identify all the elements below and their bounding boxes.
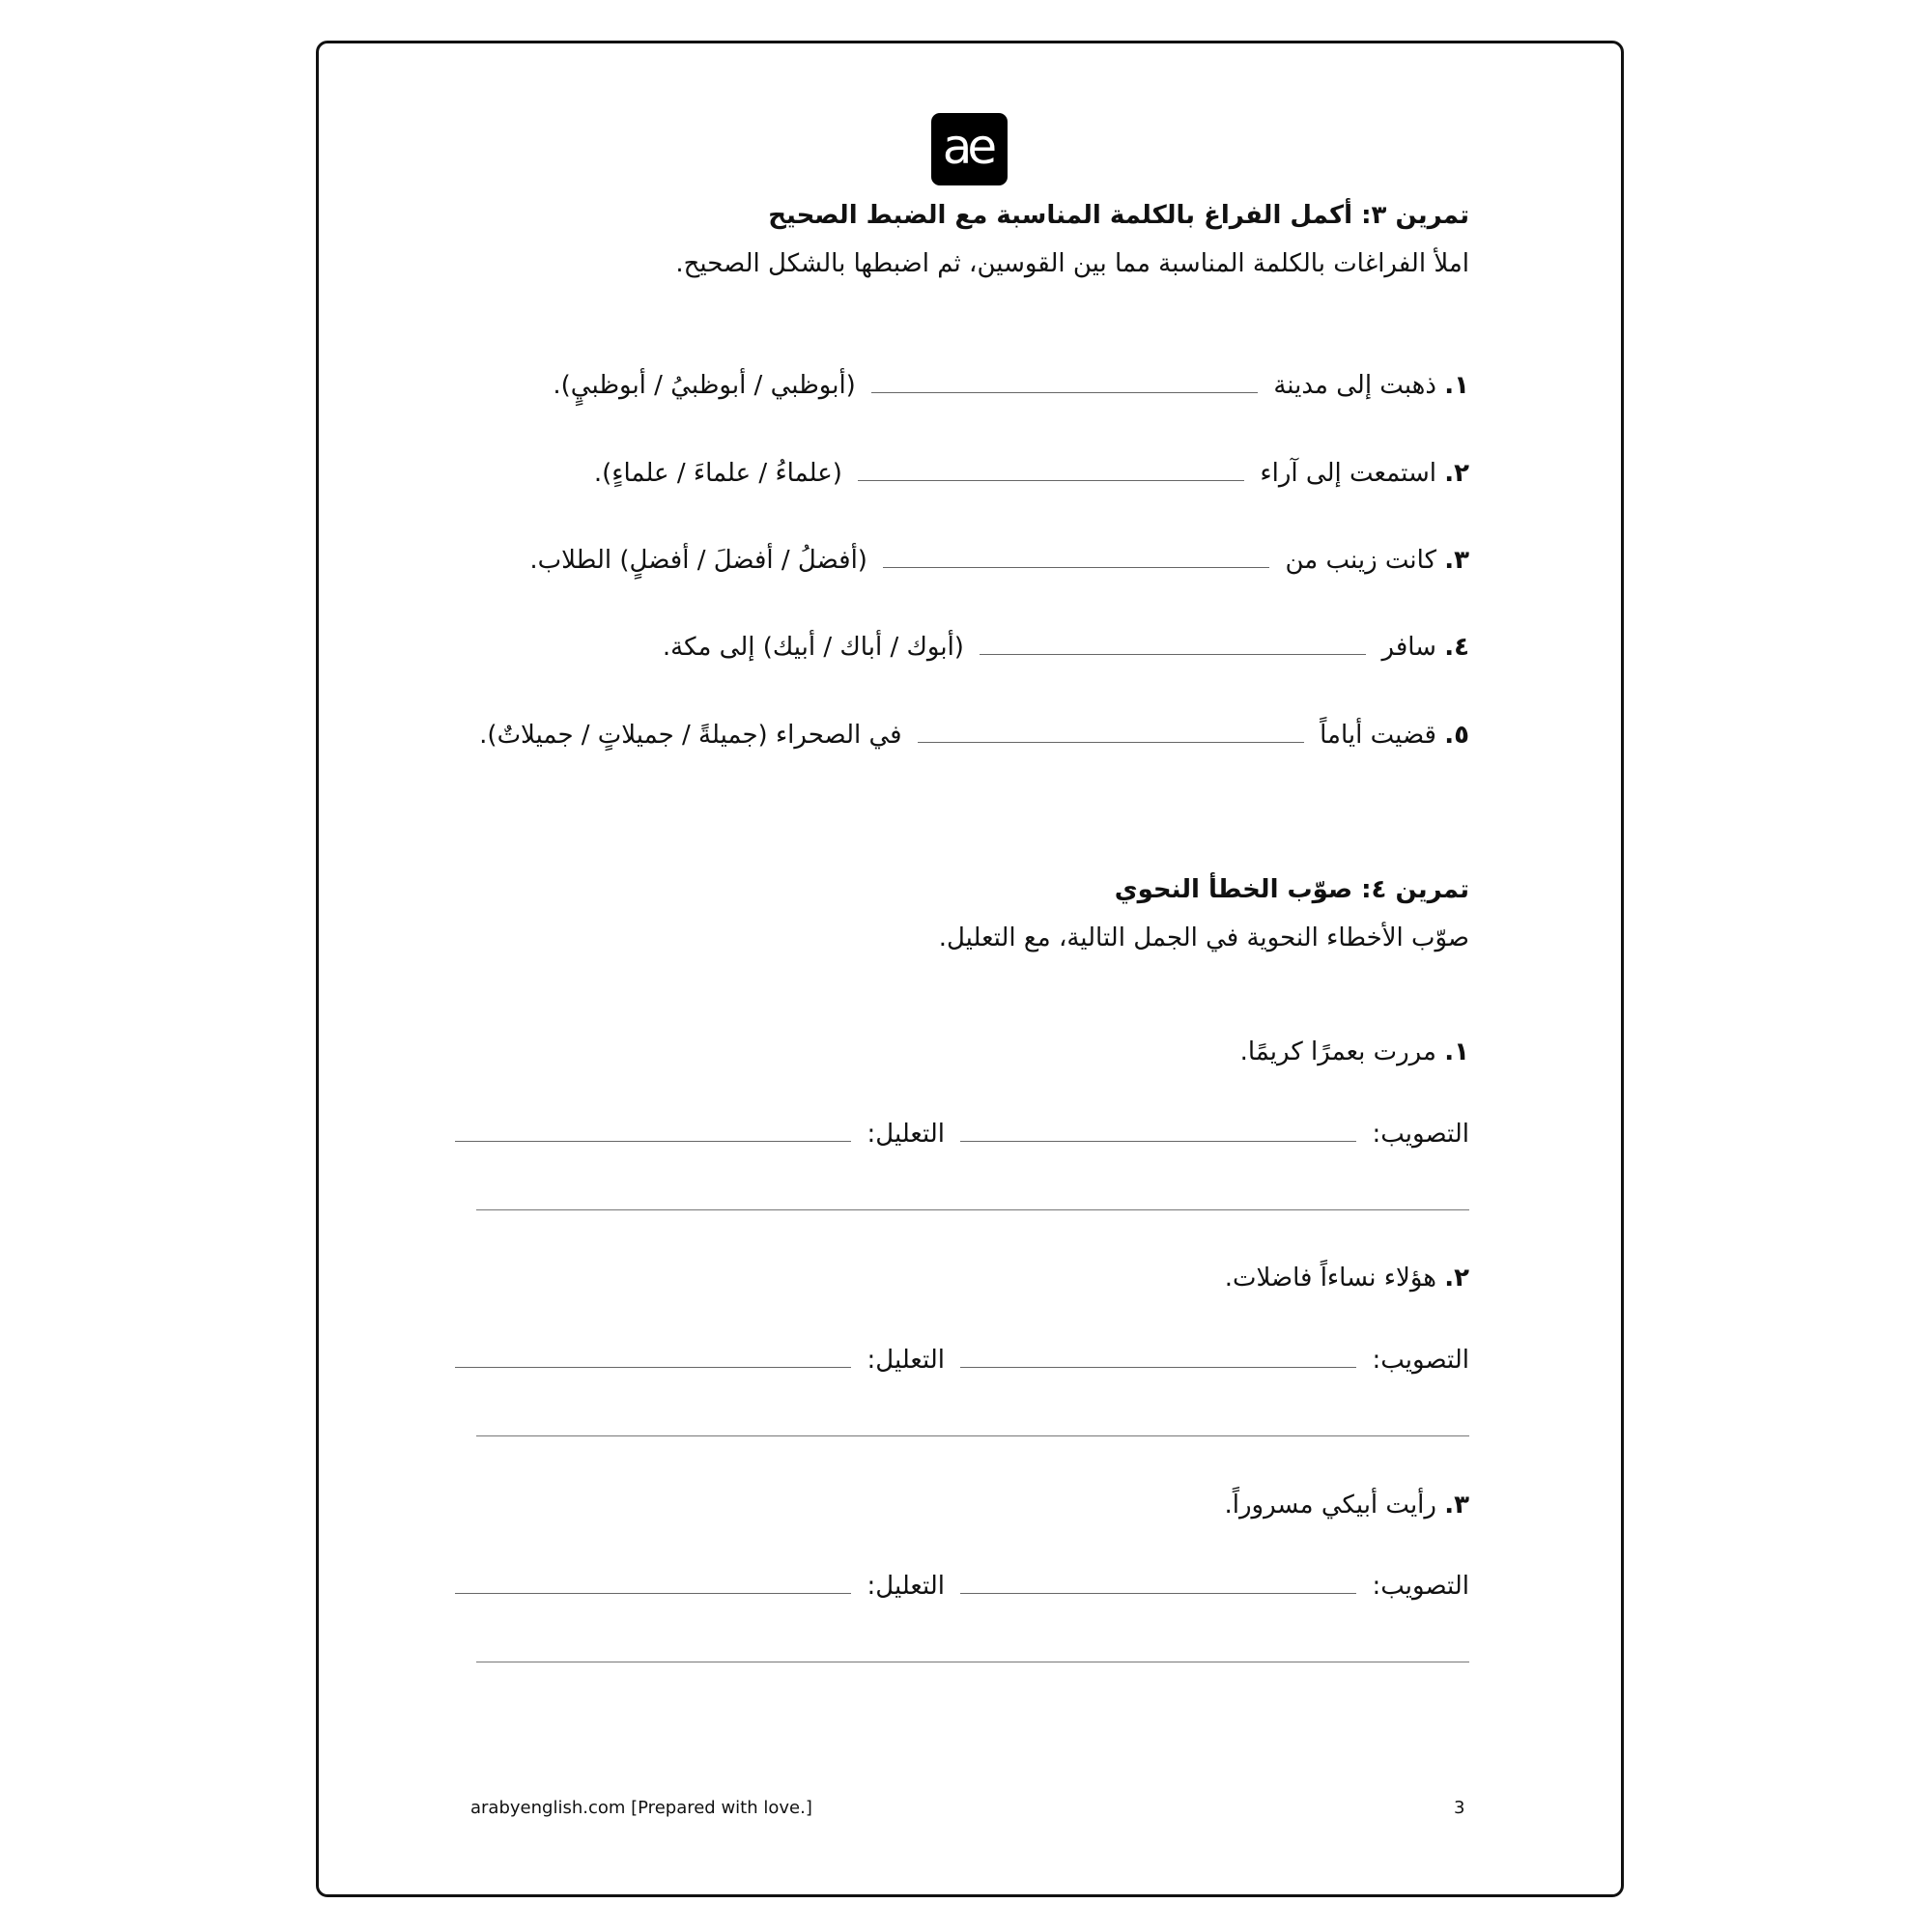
ex3-item-2-blank[interactable]	[858, 467, 1244, 481]
ex4-item-2-sentence: هؤلاء نساءاً فاضلات.	[1224, 1264, 1436, 1293]
ex4-item-1-correction-blank[interactable]	[960, 1127, 1356, 1142]
ex3-item-1	[553, 368, 1469, 403]
ex3-item-5-blank[interactable]	[918, 728, 1304, 743]
ex4-item-3-reason-blank[interactable]	[455, 1579, 851, 1594]
ex3-item-1-after: (أبوظبي / أبوظبيُ / أبوظبيٍ).	[553, 371, 856, 400]
ex4-item-1-answer-row	[447, 1117, 1469, 1151]
ex3-item-4	[663, 630, 1469, 665]
ex3-item-2-after: (علماءُ / علماءَ / علماءٍ).	[593, 459, 842, 488]
ex4-item-1-reason-blank[interactable]	[455, 1127, 851, 1142]
ex4-item-1-number: ١.	[1444, 1037, 1469, 1066]
correction-label: التصويب:	[1372, 1120, 1469, 1149]
ex4-item-3-sentence: رأيت أبيكي مسروراً.	[1224, 1491, 1436, 1520]
ex3-item-4-blank[interactable]	[980, 640, 1366, 655]
ae-logo	[931, 113, 1008, 185]
ex3-item-2-before: استمعت إلى آراء	[1260, 459, 1436, 488]
correction-label: التصويب:	[1372, 1346, 1469, 1375]
ex3-item-5-before: قضيت أياماً	[1320, 721, 1436, 750]
ex4-item-2-answer-row	[447, 1343, 1469, 1378]
ex3-item-3	[529, 543, 1469, 578]
exercise4-title: تمرين ٤: صوّب الخطأ النحوي	[1114, 875, 1469, 904]
ex3-item-2	[594, 456, 1469, 491]
worksheet-page	[316, 41, 1624, 1897]
ex4-item-1-sentence: مررت بعمرًا كريمًا.	[1239, 1037, 1436, 1066]
ex3-item-4-number: ٤.	[1444, 633, 1469, 662]
reason-label: التعليل:	[867, 1120, 945, 1149]
ex3-item-5-after: في الصحراء (جميلةً / جميلاتٍ / جميلاتٌ).	[479, 721, 902, 750]
exercise4-instruction: صوّب الأخطاء النحوية في الجمل التالية، مع التعليل.	[938, 923, 1469, 952]
ex3-item-2-number: ٢.	[1444, 459, 1469, 488]
exercise3-instruction: املأ الفراغات بالكلمة المناسبة مما بين القوسين، ثم اضبطها بالشكل الصحيح.	[675, 249, 1469, 278]
ex3-item-3-after: (أفضلُ / أفضلَ / أفضلٍ) الطلاب.	[529, 546, 867, 575]
ex3-item-5	[479, 718, 1469, 753]
ex3-item-3-blank[interactable]	[883, 554, 1269, 568]
ex4-item-2-answer-line[interactable]	[476, 1435, 1469, 1436]
reason-label: التعليل:	[867, 1346, 945, 1375]
ex3-item-3-before: كانت زينب من	[1285, 546, 1436, 575]
ex3-item-4-after: (أبوك / أباك / أبيك) إلى مكة.	[662, 633, 964, 662]
reason-label: التعليل:	[867, 1572, 945, 1601]
footer-page-number: 3	[1454, 1798, 1465, 1818]
ex4-item-2-reason-blank[interactable]	[455, 1353, 851, 1368]
exercise3-title: تمرين ٣: أكمل الفراغ بالكلمة المناسبة مع الضبط الصحيح	[768, 201, 1469, 230]
ex4-item-1-answer-line[interactable]	[476, 1209, 1469, 1210]
ex4-item-2-correction-blank[interactable]	[960, 1353, 1356, 1368]
ex4-item-3	[1224, 1488, 1469, 1522]
logo-text: ae	[942, 118, 993, 175]
footer-site: arabyenglish.com [Prepared with love.]	[470, 1798, 812, 1818]
ex4-item-3-correction-blank[interactable]	[960, 1579, 1356, 1594]
ex3-item-3-number: ٣.	[1444, 546, 1469, 575]
ex3-item-1-before: ذهبت إلى مدينة	[1273, 371, 1436, 400]
ex3-item-4-before: سافر	[1381, 633, 1436, 662]
ex4-item-3-number: ٣.	[1444, 1491, 1469, 1520]
ex4-item-3-answer-row	[447, 1569, 1469, 1604]
ex3-item-1-blank[interactable]	[871, 379, 1258, 393]
ex4-item-2	[1225, 1261, 1469, 1295]
ex3-item-5-number: ٥.	[1444, 721, 1469, 750]
ex3-item-1-number: ١.	[1444, 371, 1469, 400]
ex4-item-1	[1240, 1035, 1469, 1069]
correction-label: التصويب:	[1372, 1572, 1469, 1601]
ex4-item-2-number: ٢.	[1444, 1264, 1469, 1293]
